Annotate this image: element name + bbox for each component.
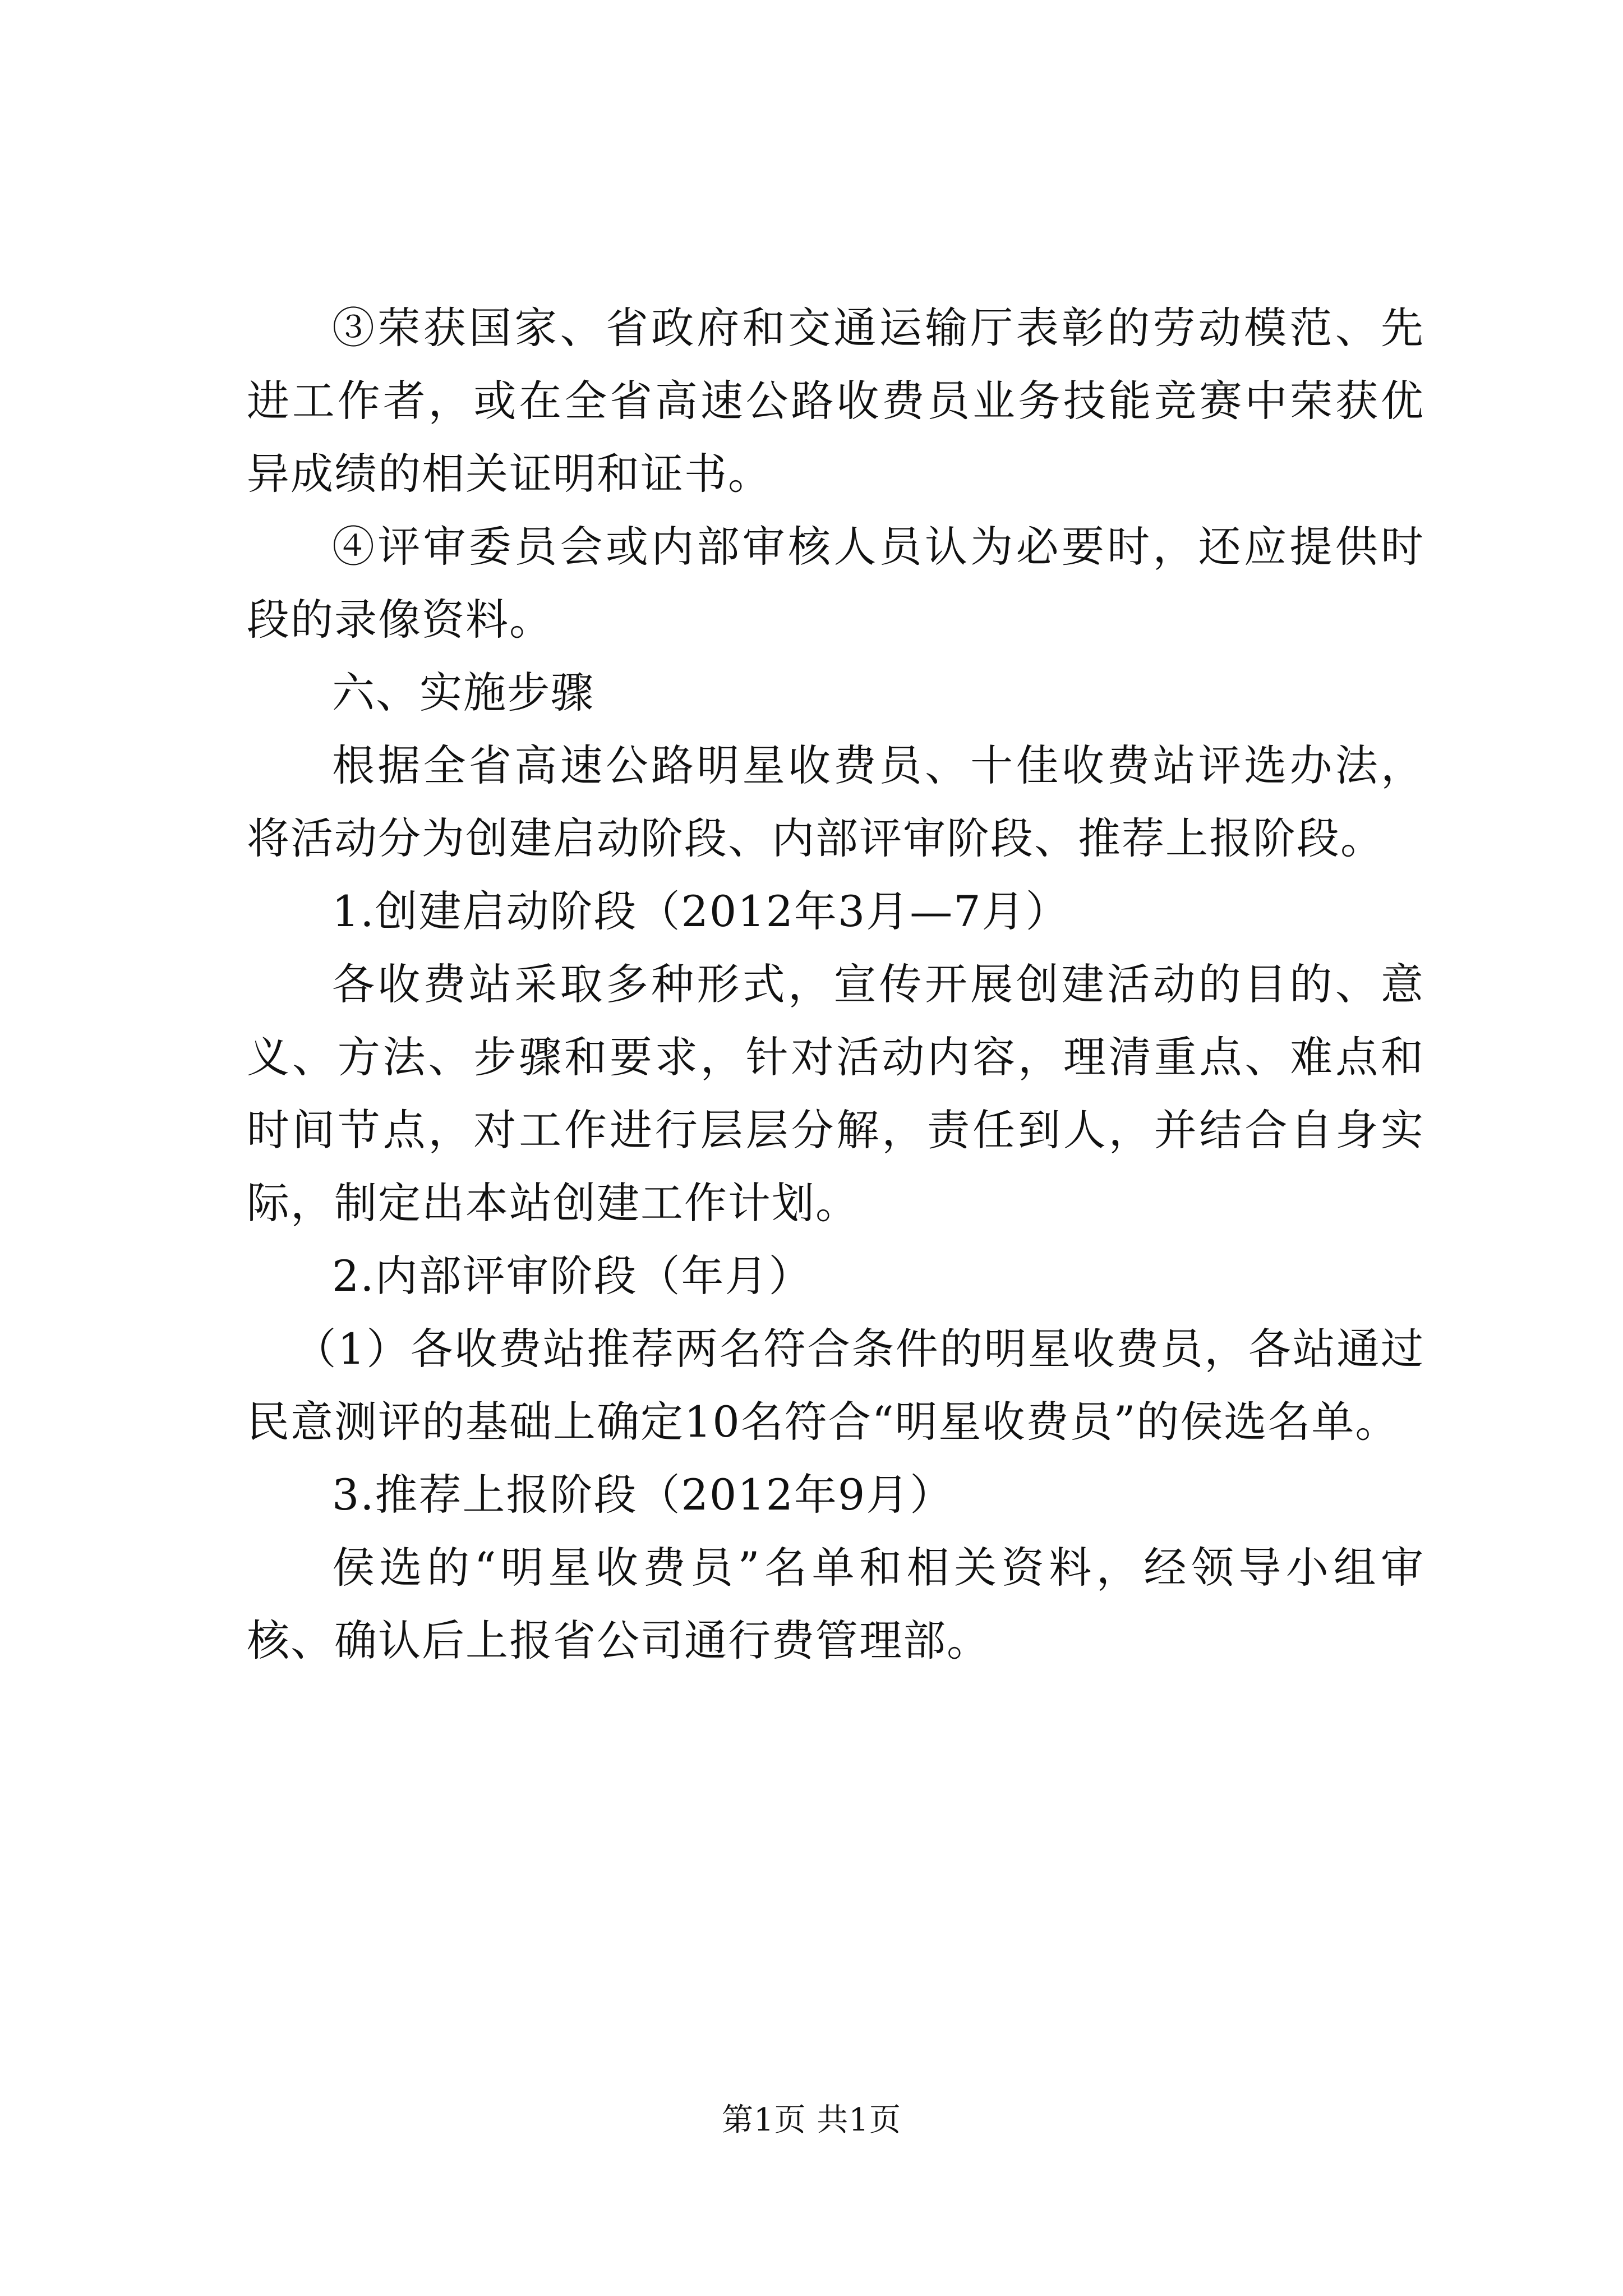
- document-body: [247, 292, 1424, 1677]
- paragraph-step-3: 侯选的“明星收费员”名单和相关资料，经领导小组审核、确认后上报省公司通行费管理部。: [247, 1543, 1424, 1665]
- step-heading-3: 3.推荐上报阶段（2012年9月）: [332, 1470, 954, 1520]
- paragraph-item-3: ③荣获国家、省政府和交通运输厅表彰的劳动模范、先进工作者，或在全省高速公路收费员业务技能竞赛中荣获优异成绩的相关证明和证书。: [247, 303, 1424, 499]
- step-heading-2: 2.内部评审阶段（年月）: [332, 1251, 813, 1301]
- page-footer: 第1页 共1页: [721, 2102, 902, 2138]
- paragraph-step-2: （1）各收费站推荐两名符合条件的明星收费员，各站通过民意测评的基础上确定10名符合“明星收费员”的侯选名单。: [247, 1324, 1424, 1447]
- paragraph-intro: 根据全省高速公路明星收费员、十佳收费站评选办法，将活动分为创建启动阶段、内部评审阶段、推荐上报阶段。: [247, 740, 1424, 863]
- paragraph-item-4: ④评审委员会或内部审核人员认为必要时，还应提供时段的录像资料。: [247, 522, 1424, 645]
- paragraph-step-1: 各收费站采取多种形式，宣传开展创建活动的目的、意义、方法、步骤和要求，针对活动内容，理清重点、难点和时间节点，对工作进行层层分解，责任到人，并结合自身实际，制定出本站创建工作计划。: [247, 959, 1424, 1228]
- step-heading-1: 1.创建启动阶段（2012年3月—7月）: [332, 886, 1069, 936]
- section-heading-six: 六、实施步骤: [332, 668, 594, 717]
